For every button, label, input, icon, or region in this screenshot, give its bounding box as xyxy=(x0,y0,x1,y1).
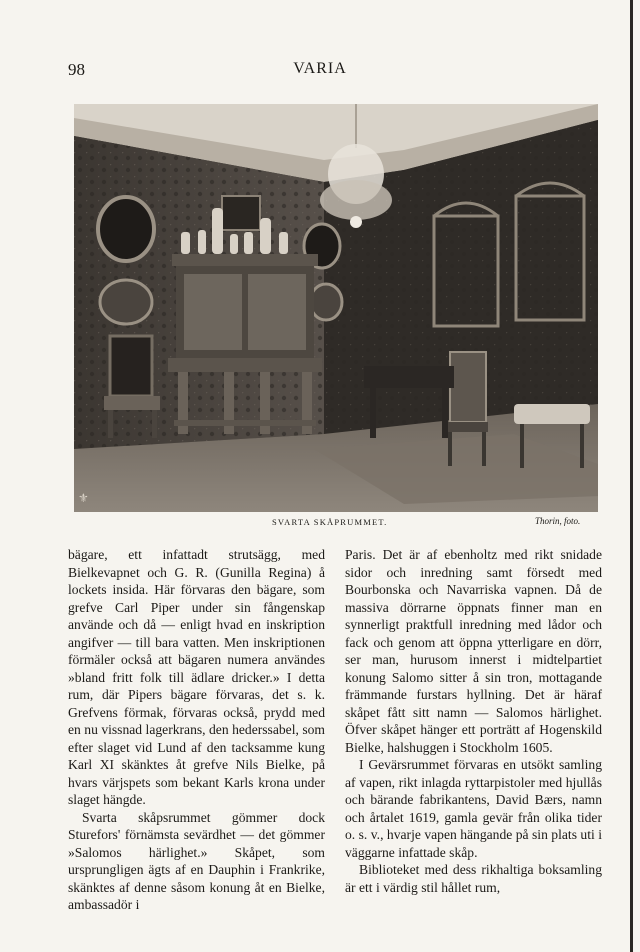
paragraph: I Gevärsrummet förvaras en utsökt samling af vapen, rikt inlagda ryttarpistoler med hjullås och bärande fabrikantens, David Bærs, namn och årtalet 1619, gamla gevär från olika tider o. s. v., hvarje vapen hängande på sin plats uti i väggarne infattade skåp. xyxy=(345,757,602,860)
paragraph: Paris. Det är af ebenholtz med rikt snidade sidor och inredning samt försedt med Bourbonska och Navarriska vapnen. Då de massiva dörrarne öppnats finner man en synnerligt praktfull inredning med lådor och fack och genom att öppna ytterligare en dörr, ser man, hurusom innerst i midtelpartiet konung Salomo sitter å sin tron, mottagande främmande furstars hyllning. Det är häraf skåpet fått sitt namn — Salomos härlighet. Öfver skåpet hänger ett porträtt af Hogenskild Bielke, halshuggen i Stockholm 1605. xyxy=(345,547,602,755)
small-painting xyxy=(222,196,260,230)
paragraph: Svarta skåpsrummet gömmer dock Sturefors' förnämsta sevärdhet — det gömmer »Salomos härlighet.» Skåpet, som ursprungligen ägts af en Dauphin i Frankrike, skänktes af denne såsom konung åt en Bielke, ambassadör i xyxy=(68,809,325,912)
running-title: VARIA xyxy=(293,60,347,77)
interior-photograph xyxy=(74,104,598,512)
photo-credit: Thorin, foto. xyxy=(535,516,581,526)
round-plate xyxy=(310,284,342,320)
page-number: 98 xyxy=(68,60,85,79)
left-column xyxy=(68,546,325,914)
plate-caption: SVARTA SKÅPRUMMET. xyxy=(272,517,388,527)
oval-portrait xyxy=(98,197,154,261)
plate-mark: ⚜ xyxy=(78,491,89,505)
right-column xyxy=(345,546,602,896)
page-edge xyxy=(630,0,633,952)
round-plate xyxy=(100,280,152,324)
paragraph: Biblioteket med dess rikhaltiga boksamling är ett i värdig stil hållet rum, xyxy=(345,862,602,895)
photo-plate xyxy=(74,104,598,512)
paragraph: bägare, ett infattadt strutsägg, med Bielkevapnet och G. R. (Gunilla Regina) å lockets insida. Här förvaras den bägare, som grefve Carl Piper under sin fångenskap använde och då — enligt hvad en inskription angifver — till bara vatten. Men inskriptionen förmäler också att bägaren numera användes »bland fritt folk till ädlare dricker.» I detta rum, där Pipers bägare förvaras, det s. k. Grefvens förmak, förvaras också, prydd med en nu vissnad lagerkrans, den hederssabel, som efter slaget vid Lund af den tacksamme kung Karl XI skänktes åt grefve Nils Bielke, på hvars värjspets som bekant Karls krona under slaget hängde. xyxy=(68,547,325,807)
